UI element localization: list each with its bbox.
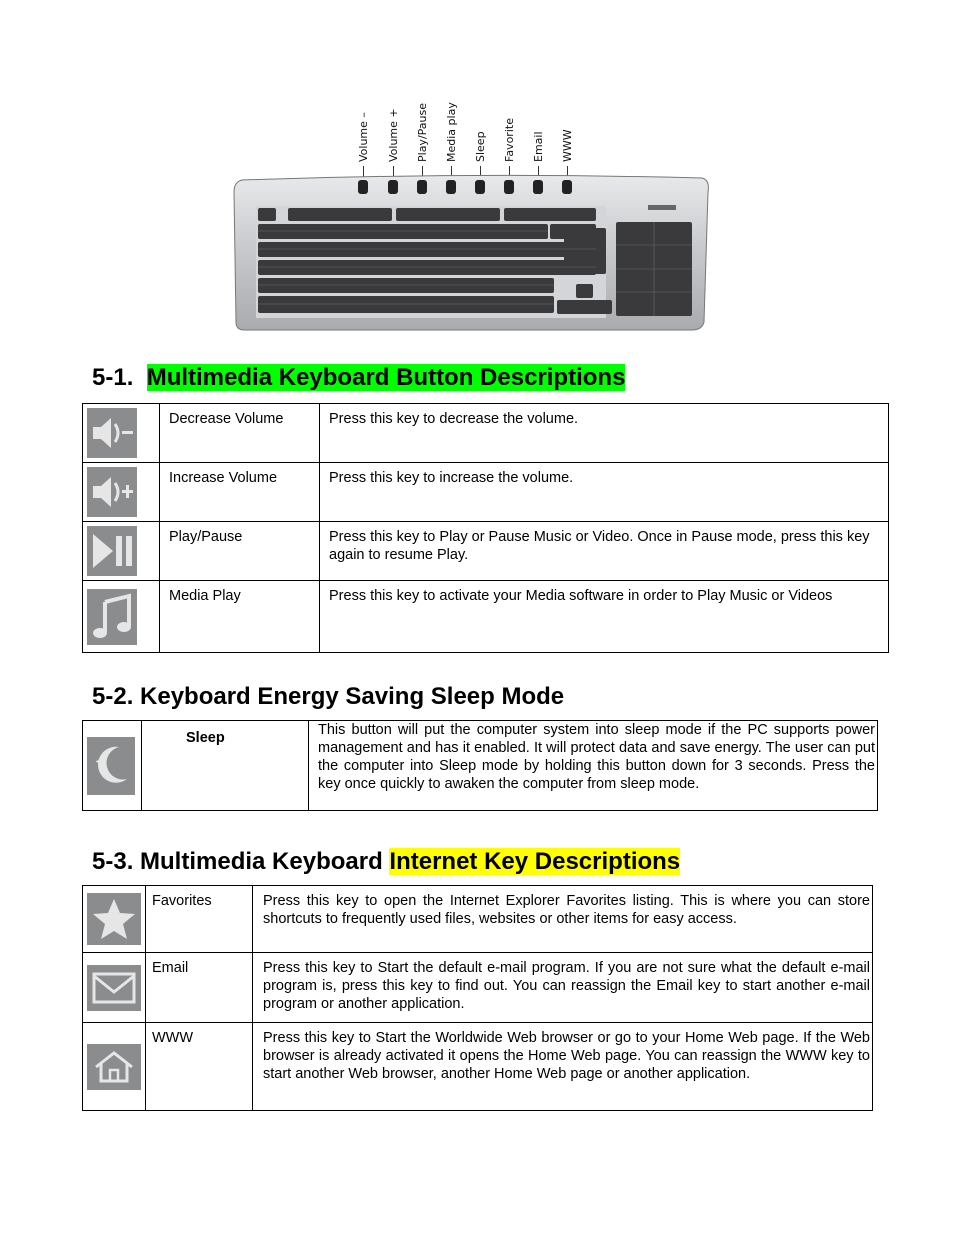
button-descriptions-table (82, 403, 889, 653)
volume-up-icon (87, 467, 137, 517)
section-2-heading: 5-2. Keyboard Energy Saving Sleep Mode (92, 683, 565, 710)
play-pause-icon (87, 526, 137, 576)
section-3-title-plain: 5-3. Multimedia Keyboard (92, 848, 390, 875)
table-row (83, 721, 878, 811)
keyboard-figure (232, 92, 712, 332)
section-1-heading (92, 364, 625, 392)
envelope-icon (87, 965, 141, 1011)
keyboard-label-www: WWW (561, 129, 574, 162)
section-1-number: 5-1. (92, 364, 134, 391)
table-row (83, 404, 889, 463)
button-description: Press this key to decrease the volume. (320, 404, 889, 463)
keyboard-label-volume-up: Volume + (387, 108, 400, 162)
button-description: Press this key to Start the Worldwide Web browser or go to your Home Web page. If the Web browser is already activated it opens the Home Web page. You can reassign the WWW key to start another Web browser, another Home Web page or another application. (253, 1023, 873, 1111)
button-name: Increase Volume (160, 463, 320, 522)
button-description: Press this key to activate your Media software in order to Play Music or Videos (320, 581, 889, 653)
keyboard-image (232, 172, 712, 332)
section-3-heading (92, 848, 680, 876)
button-description: Press this key to Start the default e-mail program. If you are not sure what the default e-mail program is, press this key to find out. You can reassign the Email key to start another e-mail program or another application. (253, 953, 873, 1023)
keyboard-label-email: Email (532, 131, 545, 162)
internet-keys-table (82, 885, 873, 1111)
button-description: This button will put the computer system into sleep mode if the PC supports power management and has it enabled. It will protect data and save energy. The user can put the computer into Sleep mode by holding this button down for 3 seconds. Press the key once quickly to awaken the computer from sleep mode. (309, 721, 878, 811)
button-description: Press this key to increase the volume. (320, 463, 889, 522)
button-name: Favorites (146, 886, 253, 953)
table-row (83, 581, 889, 653)
button-name: Media Play (160, 581, 320, 653)
keyboard-label-volume-down: Volume – (357, 112, 370, 162)
table-row (83, 953, 873, 1023)
button-name: Email (146, 953, 253, 1023)
button-description: Press this key to open the Internet Explorer Favorites listing. This is where you can store shortcuts to frequently used files, websites or other items for easy access. (253, 886, 873, 953)
section-3-title-highlight: Internet Key Descriptions (389, 848, 681, 875)
table-row (83, 1023, 873, 1111)
keyboard-label-favorite: Favorite (503, 118, 516, 162)
keyboard-label-sleep: Sleep (474, 131, 487, 162)
table-row (83, 522, 889, 581)
sleep-mode-table (82, 720, 878, 811)
star-icon (87, 893, 141, 945)
table-row (83, 463, 889, 522)
button-name: Play/Pause (160, 522, 320, 581)
keyboard-label-play-pause: Play/Pause (416, 103, 429, 162)
button-name: WWW (146, 1023, 253, 1111)
button-name: Sleep (142, 721, 309, 811)
button-name: Decrease Volume (160, 404, 320, 463)
table-row (83, 886, 873, 953)
button-description: Press this key to Play or Pause Music or Video. Once in Pause mode, press this key again to resume Play. (320, 522, 889, 581)
keyboard-label-media-play: Media play (445, 102, 458, 162)
house-icon (87, 1044, 141, 1090)
moon-icon (87, 737, 135, 795)
music-note-icon (87, 589, 137, 645)
section-1-title: Multimedia Keyboard Button Descriptions (146, 364, 626, 391)
volume-down-icon (87, 408, 137, 458)
